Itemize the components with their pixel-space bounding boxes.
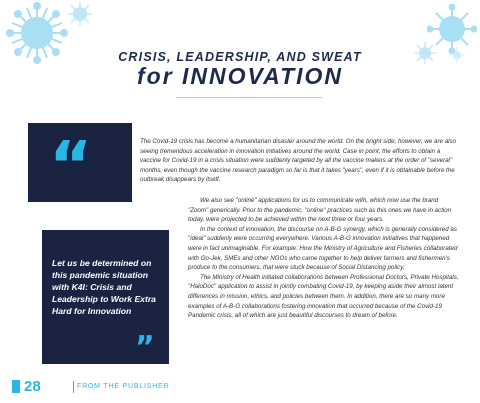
footer-divider bbox=[73, 381, 74, 393]
page-number: 28 bbox=[24, 378, 41, 395]
paragraph: We also see "online" applications for us to communicate with, which now use the brand "Zoom" generically. Prior to the pandemic, "online" practices such as this ones we have in action today, were projected to be achieved within the next three or four years. bbox=[188, 197, 452, 224]
section-label: FROM THE PUBLISHER bbox=[77, 383, 170, 390]
article-body-intro bbox=[140, 137, 458, 185]
paragraph: The Ministry of Health initiated collaborations between Professional Doctors, Private Hospitals, "HaloDoc" application to assist in jointly combating Covid-19, by keeping aside their almost latent differences in mission, ethics, and policies between them. In addition, there are so many more examples of A-B-G collaborations fostering innovation that occurred because of the Covid-19 Pandemic crisis, all of which are just beautiful discourses to dream of before. bbox=[188, 273, 459, 320]
coronavirus-icon bbox=[66, 0, 94, 28]
article-body bbox=[188, 196, 460, 321]
paragraph: In the context of innovation, the discourse on A-B-G synergy, which is generally considered as "ideal" suddenly were occurring everywhere. Various A-B-G innovation initiatives that happened were in fact unimaginable. For example: How the Ministry of Agriculture and Fisheries collaborated with Go-Jek, SMEs and other NGOs who came together to help deliver farmers and fishermen's produce to the consumers, that were stuck because of Social Distancing policy. bbox=[188, 225, 458, 272]
close-quote-icon: ” bbox=[135, 330, 155, 365]
open-quote-icon: “ bbox=[49, 127, 93, 204]
title-divider bbox=[176, 97, 322, 98]
page-marker bbox=[12, 380, 20, 393]
paragraph: The Covid-19 crisis has become a humanitarian disaster around the world. On the bright side, however, we are also seeing tremendous acceleration in innovation initiatives around the world. Case in point, the efforts to obtain a vaccine for Covid-19 in a crisis situation were suddenly targeted by all the vaccine makers at the order of "several" months, even though the vaccine research paradigm so far is that it takes "years", even if it is obtainable before the outbreak disappears by itself. bbox=[140, 138, 457, 184]
article-kicker: CRISIS, LEADERSHIP, AND SWEAT bbox=[118, 50, 362, 64]
article-title: for INNOVATION bbox=[136, 63, 344, 89]
pull-quote-text: Let us be determined on this pandemic situation with K4I: Crisis and Leadership to Work Extra Hard for Innovation bbox=[52, 258, 156, 316]
